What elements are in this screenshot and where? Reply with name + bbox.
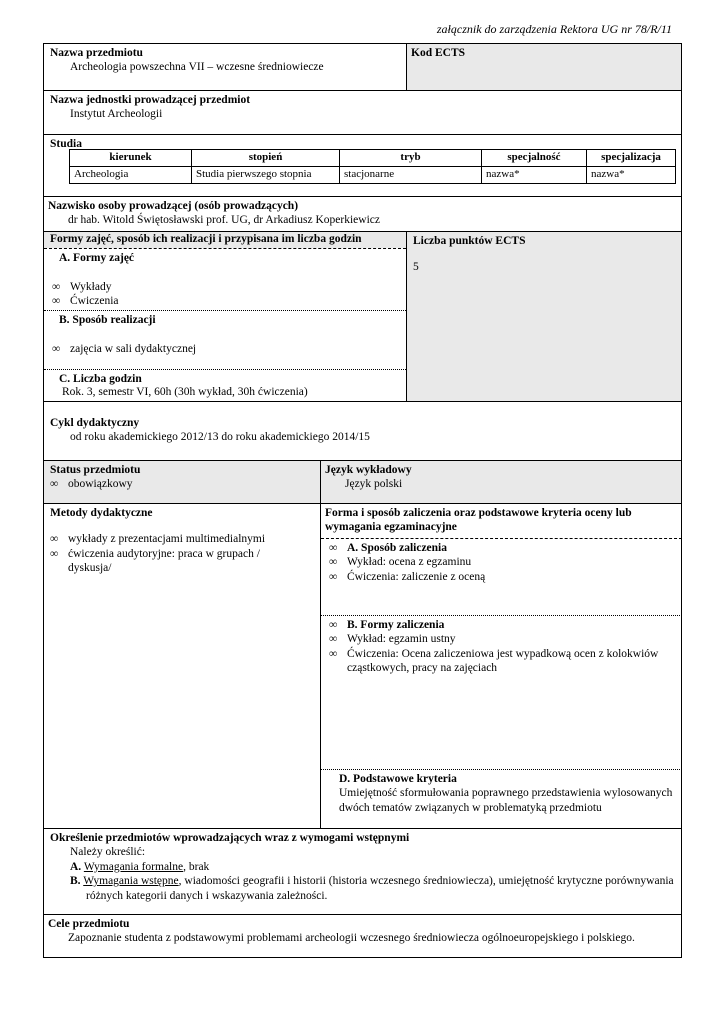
assessment-label: Forma i sposób zaliczenia oraz podstawowe kryteria oceny lub wymagania egzaminacyjne: [325, 507, 632, 534]
language-value: Język polski: [345, 478, 403, 491]
prerequisites-cell: [44, 828, 681, 914]
assessment-d-label: D. Podstawowe kryteria: [339, 773, 457, 785]
cell-specjalizacja: nazwa*: [587, 166, 676, 183]
cycle-value: od roku akademickiego 2012/13 do roku akademickiego 2014/15: [70, 431, 370, 444]
methods-cell: [44, 503, 320, 828]
assessment-a-label: ∞ A. Sposób zaliczenia: [329, 542, 447, 554]
lecturer-cell: [44, 196, 681, 231]
prerequisites-b-link: Wymagania wstępne: [83, 875, 179, 888]
bullet-icon: ∞: [50, 478, 59, 491]
assessment-b-item: ∞ Wykład: egzamin ustny: [329, 633, 456, 646]
unit-value: Instytut Archeologii: [70, 108, 163, 121]
bullet-icon: ∞: [52, 281, 61, 293]
lecturer-value: dr hab. Witold Świętosławski prof. UG, dr Arkadiusz Koperkiewicz: [68, 214, 380, 227]
forms-c-label: C. Liczba godzin: [59, 373, 142, 385]
goals-cell: [44, 914, 681, 957]
forms-cell: [44, 231, 406, 401]
ects-points-label: Liczba punktów ECTS: [413, 235, 526, 247]
assessment-a-item: ∞ Wykład: ocena z egzaminu: [329, 556, 472, 569]
ects-points-cell: [406, 231, 681, 401]
bullet-icon: ∞: [52, 343, 61, 355]
ects-code-label: Kod ECTS: [411, 47, 466, 59]
cycle-cell: [44, 401, 681, 460]
bullet-icon: ∞: [50, 533, 59, 546]
status-item: [50, 477, 314, 491]
forms-a-list: [52, 280, 119, 309]
bullet-icon: ∞: [329, 570, 338, 583]
forms-label: Formy zajęć, sposób ich realizacji i przypisana im liczba godzin: [44, 232, 406, 248]
assessment-b: [329, 618, 674, 676]
methods-list: [50, 532, 314, 575]
ects-points-value: 5: [413, 261, 419, 274]
bullet-icon: ∞: [329, 542, 338, 554]
status-value: obowiązkowy: [68, 478, 133, 491]
assessment-b-label: ∞ B. Formy zaliczenia: [329, 619, 445, 631]
bullet-icon: ∞: [50, 547, 59, 560]
status-label: Status przedmiotu: [50, 464, 141, 476]
status-cell: [44, 460, 320, 503]
lecturer-label: Nazwisko osoby prowadzącej (osób prowadzących): [48, 200, 299, 212]
bullet-icon: ∞: [329, 619, 338, 631]
assessment-cell: [320, 503, 681, 828]
col-kierunek: kierunek: [70, 150, 192, 167]
assessment-b-item: ∞ Ćwiczenia: Ocena zaliczeniowa jest wypadkową ocen z kolokwiów cząstkowych, pracy na zajęciach: [329, 647, 659, 675]
studies-row: [70, 166, 676, 183]
goals-label: Cele przedmiotu: [48, 918, 130, 930]
studies-label: Studia: [50, 138, 82, 150]
cell-kierunek: Archeologia: [70, 166, 192, 183]
col-specjalnosc: specjalność: [482, 150, 587, 167]
ects-code-cell: [406, 44, 681, 90]
cell-tryb: stacjonarne: [340, 166, 482, 183]
language-label: Język wykładowy: [325, 464, 412, 476]
prerequisites-b: B. Wymagania wstępne, wiadomości geografii i historii (historia wczesnego średniowiecza), umiejętność krytyczne porównywania różnych kategorii danych i wskazywania zależności.: [70, 875, 674, 902]
forms-b-label: B. Sposób realizacji: [59, 314, 156, 326]
studies-header-row: [70, 150, 676, 167]
bullet-icon: ∞: [329, 633, 338, 646]
bullet-icon: ∞: [329, 647, 338, 660]
assessment-a: [329, 541, 674, 584]
prerequisites-label: Określenie przedmiotów wprowadzających wraz z wymogami wstępnymi: [50, 832, 410, 844]
prerequisites-intro: Należy określić:: [70, 846, 146, 859]
goals-value: Zapoznanie studenta z podstawowymi problemami archeologii wczesnego średniowiecza ogólnoeuropejskiego i polskiego.: [68, 932, 635, 945]
course-name-cell: [44, 44, 406, 90]
bullet-icon: ∞: [329, 556, 338, 569]
assessment-a-item: ∞ Ćwiczenia: zaliczenie z oceną: [329, 570, 486, 583]
course-name-label: Nazwa przedmiotu: [50, 47, 143, 59]
unit-cell: [44, 90, 681, 134]
cell-stopien: Studia pierwszego stopnia: [192, 166, 340, 183]
forms-a-item: ∞ Wykłady: [52, 281, 112, 293]
prerequisites-a-link: Wymagania formalne: [83, 860, 184, 873]
methods-label: Metody dydaktyczne: [50, 507, 153, 519]
language-cell: [320, 460, 681, 503]
unit-label: Nazwa jednostki prowadzącej przedmiot: [50, 94, 251, 106]
bullet-icon: ∞: [52, 295, 61, 308]
course-card: [43, 43, 682, 958]
header-note: załącznik do zarządzenia Rektora UG nr 78/R/11: [436, 22, 672, 36]
col-stopien: stopień: [192, 150, 340, 167]
assessment-d: [339, 772, 674, 815]
col-tryb: tryb: [340, 150, 482, 167]
col-specjalizacja: specjalizacja: [587, 150, 676, 167]
cell-specjalnosc: nazwa*: [482, 166, 587, 183]
forms-a-label: A. Formy zajęć: [59, 252, 135, 264]
forms-a-item: ∞ Ćwiczenia: [52, 295, 119, 308]
methods-item: ∞ ćwiczenia audytoryjne: praca w grupach / dyskusja/: [50, 547, 260, 575]
course-name-value: Archeologia powszechna VII – wczesne średniowiecze: [70, 61, 324, 74]
forms-c-value: Rok. 3, semestr VI, 60h (30h wykład, 30h ćwiczenia): [62, 386, 308, 398]
cycle-label: Cykl dydaktyczny: [50, 417, 140, 429]
forms-b-list: [52, 342, 196, 356]
methods-item: ∞ wykłady z prezentacjami multimedialnymi: [50, 533, 266, 546]
studies-table: [69, 149, 676, 184]
assessment-d-value: Umiejętność sformułowania poprawnego przedstawienia wylosowanych dwóch tematów związanych w problematyką przedmiotu: [339, 787, 673, 814]
prerequisites-a: A. Wymagania formalne, brak: [70, 860, 210, 873]
forms-b-item: ∞ zajęcia w sali dydaktycznej: [52, 343, 197, 355]
